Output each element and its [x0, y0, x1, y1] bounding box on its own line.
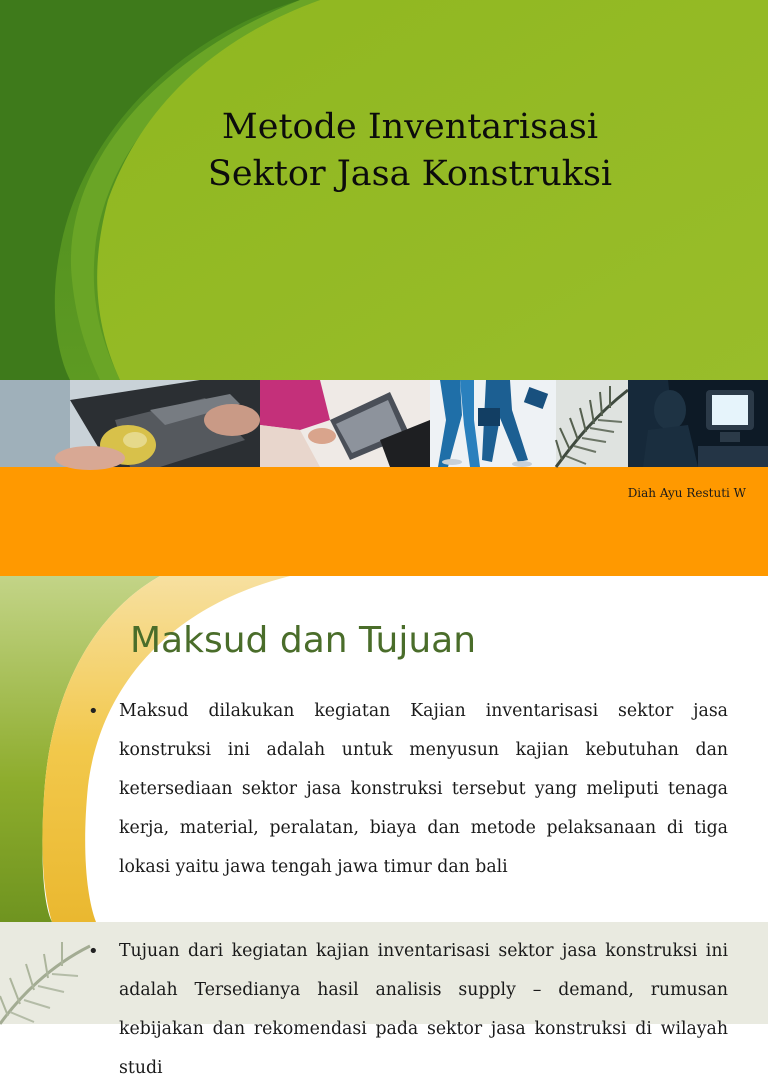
- slide-title: [120, 104, 700, 198]
- bullet-tujuan: [88, 932, 728, 1088]
- bullet-text: Tujuan dari kegiatan kajian inventarisasi sektor jasa konstruksi ini adalah Tersedianya hasil analisis supply – demand, rumusan kebijakan dan rekomendasi pada sektor jasa konstruksi di wilayah studi: [119, 941, 728, 1078]
- photo-strip: [0, 380, 768, 467]
- business-people-photo: [430, 380, 556, 467]
- person-computer-photo: [628, 380, 768, 467]
- title-line-2: Sektor Jasa Konstruksi: [207, 154, 613, 194]
- bullet-marker: •: [88, 701, 99, 722]
- content-slide: [0, 576, 768, 1078]
- bullet-text: Maksud dilakukan kegiatan Kajian inventarisasi sektor jasa konstruksi ini adalah untuk menyusun kajian kebutuhan dan ketersediaan sektor jasa konstruksi tersebut yang meliputi tenaga kerja, material, peralatan, biaya dan metode pelaksanaan di tiga lokasi yaitu jawa tengah jawa timur dan bali: [119, 701, 728, 877]
- bullet-maksud: [88, 692, 728, 887]
- woman-laptop-photo: [260, 380, 430, 467]
- bullet-marker: •: [88, 941, 99, 962]
- laptop-apple-photo: [0, 380, 260, 467]
- slide-heading: Maksud dan Tujuan: [130, 620, 477, 661]
- palm-leaf-photo: [556, 380, 628, 467]
- author-name: Diah Ayu Restuti W: [627, 486, 746, 500]
- title-line-1: Metode Inventarisasi: [221, 107, 599, 147]
